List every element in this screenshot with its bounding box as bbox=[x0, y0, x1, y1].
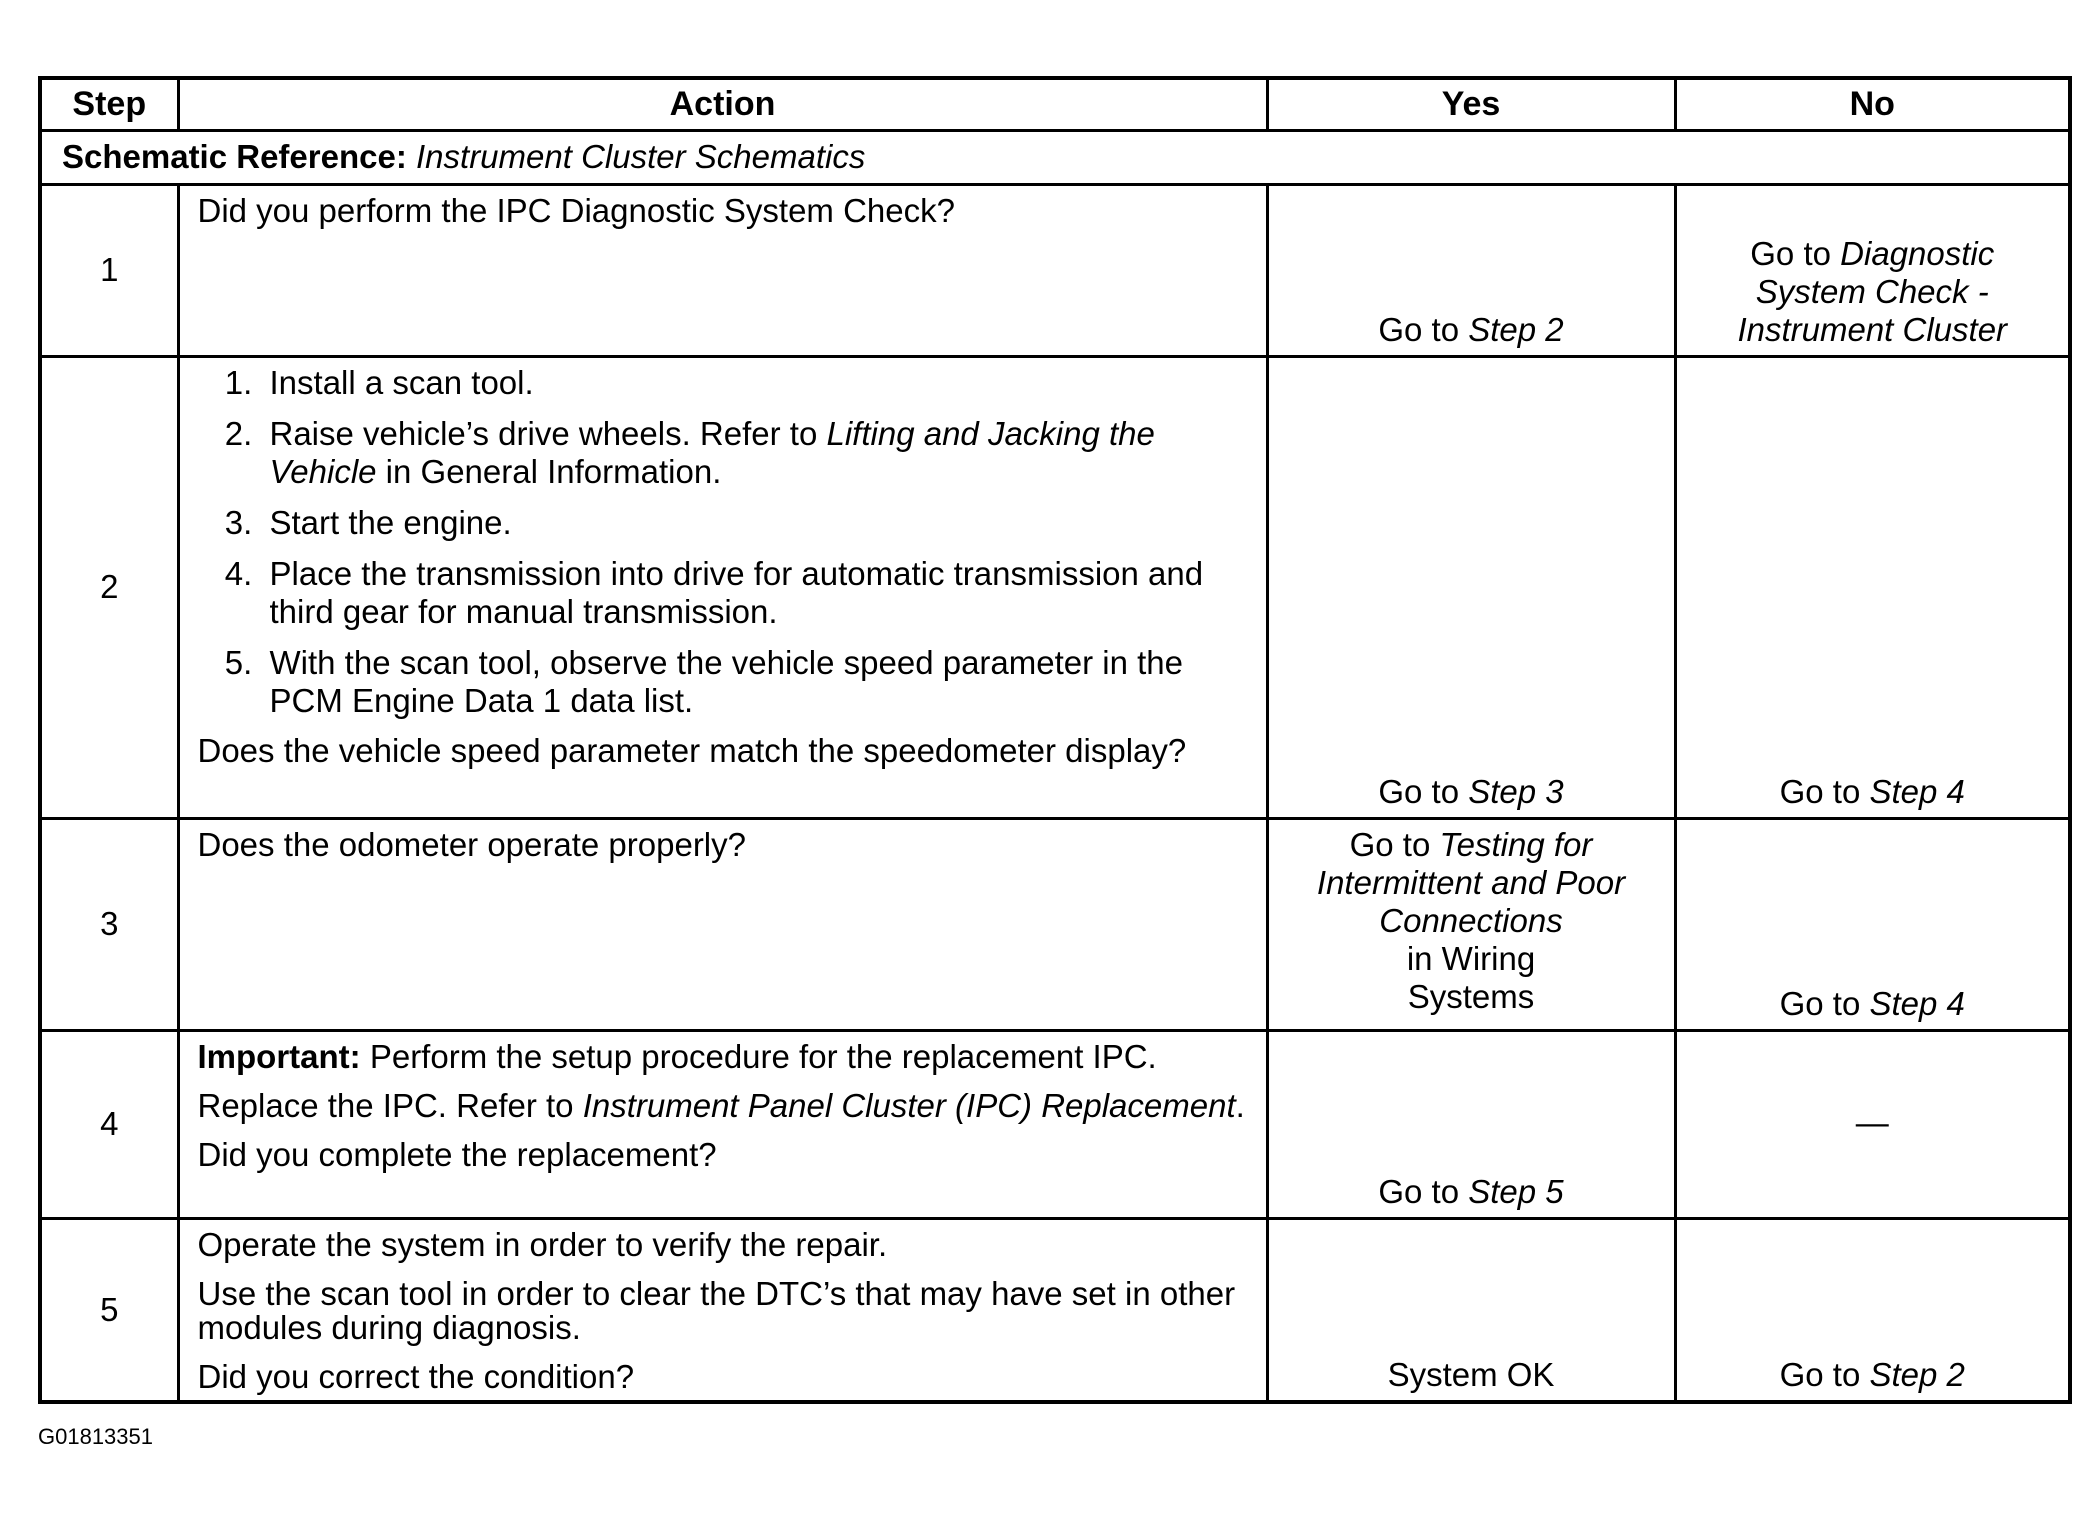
yes-cell bbox=[1267, 1030, 1675, 1218]
action-cell bbox=[178, 356, 1267, 818]
no-prefix: Go to bbox=[1779, 1356, 1870, 1393]
figure-code: G01813351 bbox=[38, 1424, 153, 1449]
no-link-line-2[interactable]: System Check - bbox=[1755, 272, 1989, 310]
no-link-line-1[interactable]: Diagnostic bbox=[1840, 234, 1995, 272]
diagnostic-table bbox=[38, 76, 2072, 1404]
yes-suffix-line-2: Systems bbox=[1407, 977, 1535, 1015]
list-item-text: Raise vehicle’s drive wheels. Refer to bbox=[269, 414, 827, 452]
important-note bbox=[198, 1038, 1250, 1076]
action-question: Did you correct the condition? bbox=[197, 1357, 635, 1395]
yes-prefix: Go to bbox=[1378, 772, 1469, 810]
no-cell bbox=[1675, 184, 2070, 356]
no-cell bbox=[1675, 1218, 2070, 1402]
yes-cell bbox=[1267, 818, 1675, 1030]
action-question: Did you complete the replacement? bbox=[197, 1135, 717, 1173]
yes-cell bbox=[1267, 1218, 1675, 1402]
no-cell bbox=[1675, 356, 2070, 818]
header-no: No bbox=[1675, 78, 2070, 130]
no-step-link[interactable]: Step 4 bbox=[1869, 772, 1965, 810]
replace-prefix: Replace the IPC. Refer to bbox=[197, 1086, 583, 1124]
no-prefix: Go to bbox=[1779, 772, 1870, 810]
schematic-reference-row bbox=[40, 130, 2070, 184]
yes-step-link[interactable]: Step 2 bbox=[1468, 310, 1564, 348]
step-number: 1 bbox=[40, 184, 178, 356]
action-cell bbox=[178, 1030, 1267, 1218]
list-item bbox=[262, 415, 1250, 491]
header-row bbox=[40, 78, 2070, 130]
yes-cell bbox=[1267, 356, 1675, 818]
yes-suffix-line-1: in Wiring bbox=[1406, 939, 1536, 977]
step-number: 2 bbox=[40, 356, 178, 818]
step-number: 4 bbox=[40, 1030, 178, 1218]
action-paragraph: Use the scan tool in order to clear the DTC’s that may have set in other modules during diagnosis. bbox=[197, 1274, 1236, 1346]
yes-prefix: Go to bbox=[1349, 825, 1440, 863]
replace-instruction bbox=[197, 1086, 1250, 1124]
yes-link-line-3[interactable]: Connections bbox=[1379, 901, 1563, 939]
action-paragraph: Operate the system in order to verify the repair. bbox=[197, 1225, 888, 1263]
action-cell bbox=[178, 1218, 1267, 1402]
no-prefix: Go to bbox=[1779, 984, 1870, 1022]
table-row bbox=[40, 1030, 2070, 1218]
list-item-text: in General Information. bbox=[376, 452, 722, 490]
no-step-link[interactable]: Step 2 bbox=[1869, 1356, 1965, 1393]
ipc-replacement-link[interactable]: Instrument Panel Cluster (IPC) Replacement bbox=[582, 1086, 1236, 1124]
schematic-reference-link[interactable]: Instrument Cluster Schematics bbox=[416, 138, 866, 176]
no-cell bbox=[1675, 818, 2070, 1030]
yes-step-link[interactable]: Step 3 bbox=[1468, 772, 1564, 810]
step-number: 3 bbox=[40, 818, 178, 1030]
action-cell bbox=[178, 184, 1267, 356]
table-row bbox=[40, 356, 2070, 818]
list-item: 4. Place the transmission into drive for automatic transmission and third gear for manual transmission. bbox=[262, 555, 1250, 631]
yes-result: System OK bbox=[1387, 1356, 1555, 1393]
header-step: Step bbox=[40, 78, 178, 130]
yes-prefix: Go to bbox=[1378, 1172, 1469, 1210]
no-cell bbox=[1675, 1030, 2070, 1218]
yes-step-link[interactable]: Step 5 bbox=[1468, 1172, 1564, 1210]
list-item: 5. With the scan tool, observe the vehicle speed parameter in the PCM Engine Data 1 data list. bbox=[262, 644, 1250, 720]
step-number: 5 bbox=[40, 1218, 178, 1402]
important-text: Perform the setup procedure for the replacement IPC. bbox=[360, 1037, 1157, 1075]
no-step-link[interactable]: Step 4 bbox=[1869, 984, 1965, 1022]
replace-suffix: . bbox=[1235, 1086, 1245, 1124]
no-prefix: Go to bbox=[1750, 234, 1841, 272]
procedure-list bbox=[198, 364, 1250, 720]
action-question: Did you perform the IPC Diagnostic System Check? bbox=[197, 191, 955, 229]
yes-link-line-2[interactable]: Intermittent and Poor bbox=[1316, 863, 1626, 901]
table-row bbox=[40, 184, 2070, 356]
yes-cell bbox=[1267, 184, 1675, 356]
schematic-reference-label: Schematic Reference: bbox=[62, 138, 407, 176]
table-row bbox=[40, 818, 2070, 1030]
lifting-jacking-link[interactable]: Lifting and Jacking the Vehicle bbox=[269, 414, 1155, 490]
header-action: Action bbox=[178, 78, 1267, 130]
list-item: 1. Install a scan tool. bbox=[262, 364, 1250, 402]
no-link-line-3[interactable]: Instrument Cluster bbox=[1737, 310, 2008, 348]
action-question: Does the odometer operate properly? bbox=[197, 825, 746, 863]
action-question: Does the vehicle speed parameter match the speedometer display? bbox=[197, 731, 1187, 769]
no-dash: — bbox=[1855, 1104, 1889, 1142]
yes-prefix: Go to bbox=[1378, 310, 1469, 348]
schematic-reference bbox=[40, 130, 2070, 184]
yes-link-line-1[interactable]: Testing for bbox=[1439, 825, 1593, 863]
list-item: 3. Start the engine. bbox=[262, 504, 1250, 542]
table-row bbox=[40, 1218, 2070, 1402]
action-cell bbox=[178, 818, 1267, 1030]
header-yes: Yes bbox=[1267, 78, 1675, 130]
important-label: Important: bbox=[197, 1037, 361, 1075]
